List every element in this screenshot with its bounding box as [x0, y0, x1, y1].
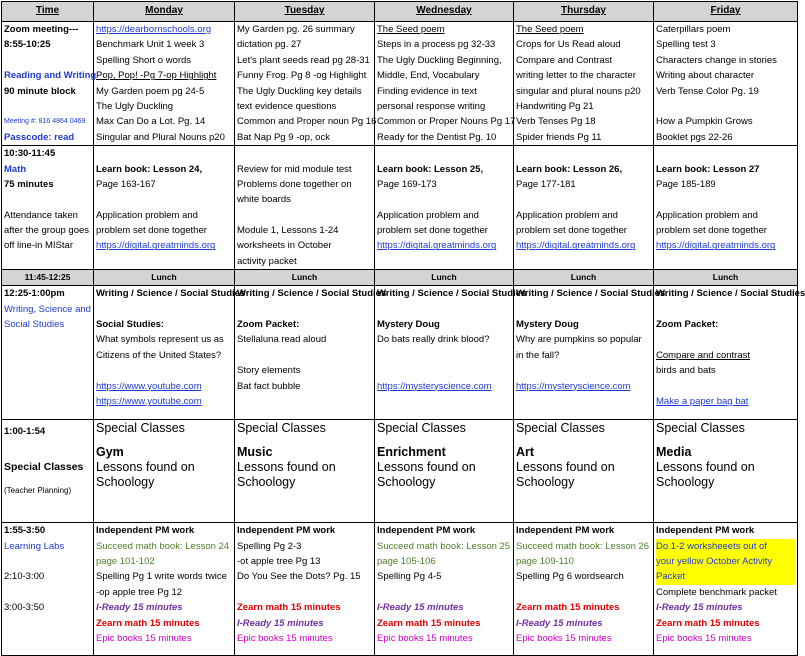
schedule-text-line: Schoology	[96, 475, 155, 490]
lunch-row	[2, 270, 798, 286]
schedule-text-line: Special Classes	[377, 421, 466, 436]
schedule-text-line: Singular and Plural Nouns p20	[96, 131, 225, 143]
schedule-text-line: Citizens of the United States?	[96, 349, 222, 361]
schedule-text-line: How a Pumpkin Grows	[656, 116, 753, 128]
schedule-text-line: Application problem and	[377, 209, 479, 221]
schedule-text-line: Module 1, Lessons 1-24	[237, 225, 339, 237]
schedule-text-line: I-Ready 15 minutes	[516, 617, 603, 629]
dearborn-link[interactable]: https://dearbornschools.org	[96, 24, 212, 35]
schedule-text-line: Writing about character	[656, 70, 755, 82]
schedule-text-line: worksheets in October	[237, 240, 332, 252]
schedule-text-line: Spelling Short o words	[96, 54, 192, 66]
schedule-text-line: Writing / Science / Social Studies	[656, 288, 805, 300]
schedule-text-line: Learn book: Lesson 27	[656, 163, 760, 175]
schedule-text-line: Story elements	[237, 365, 301, 377]
schedule-text-line: Writing / Science / Social Studies	[516, 288, 666, 300]
schedule-text-line: Zearn math 15 minutes	[377, 617, 481, 629]
friday-math-cell	[654, 146, 798, 270]
schedule-text-line: Why are pumpkins so popular	[516, 334, 642, 346]
thursday-special-cell	[514, 420, 654, 523]
schedule-text-line: Succeed math book: Lesson 25	[377, 540, 511, 552]
schedule-text-line: Special Classes	[656, 421, 745, 436]
header-friday: Friday	[654, 2, 798, 22]
schedule-text-line: Stellaluna read aloud	[237, 334, 327, 346]
schedule-text-line: Zoom Packet:	[656, 319, 719, 331]
friday-science-cell	[654, 286, 805, 420]
schedule-text-line: The Seed poem	[377, 24, 445, 35]
math-row	[2, 146, 798, 270]
schedule-text-line: Epic books 15 minutes	[237, 632, 333, 644]
schedule-text-line: Independent PM work	[237, 525, 336, 537]
schedule-text-line: Independent PM work	[377, 525, 476, 537]
science-row	[2, 286, 798, 420]
schedule-text-line: Problems done together on	[237, 178, 352, 190]
passcode: Passcode: read	[4, 131, 75, 143]
schedule-text-line: Do 1-2 worksheeets out of	[656, 540, 767, 552]
youtube-link[interactable]: https://www.youtube.com	[96, 380, 202, 392]
schedule-text-line: Application problem and	[656, 209, 758, 221]
schedule-text-line: Schoology	[516, 475, 575, 490]
schedule-text-line: problem set done together	[96, 225, 207, 237]
schedule-text-line: 12:25-1:00pm	[4, 288, 65, 300]
schedule-text-line: Application problem and	[516, 209, 618, 221]
schedule-text-line: Independent PM work	[96, 525, 195, 537]
schedule-text-line: your yellow October Activity	[656, 556, 773, 568]
schedule-text-line: Epic books 15 minutes	[516, 632, 612, 644]
lunch-wednesday: Lunch	[375, 270, 514, 286]
schedule-text-line: Schoology	[656, 475, 715, 490]
schedule-text-line: page 105-106	[377, 556, 436, 568]
schedule-text-line: Schoology	[237, 475, 296, 490]
schedule-text-line: problem set done together	[516, 225, 627, 237]
time-cell-pm	[2, 523, 94, 656]
header-tuesday: Tuesday	[235, 2, 375, 22]
schedule-text-line: Special Classes	[96, 421, 185, 436]
schedule-text-line: Compare and contrast	[656, 349, 750, 361]
schedule-text-line: Epic books 15 minutes	[656, 632, 752, 644]
schedule-text-line: Independent PM work	[656, 525, 755, 537]
schedule-text-line: Attendance taken	[4, 209, 78, 221]
schedule-text-line: Social Studies:	[96, 319, 165, 331]
paper-bag-bat-link[interactable]: Make a paper bag bat	[656, 395, 749, 407]
schedule-text-line: -ot apple tree Pg 13	[237, 556, 321, 568]
schedule-text-line: Lessons found on	[377, 460, 476, 475]
schedule-text-line: 90 minute block	[4, 85, 76, 97]
weekly-schedule-table	[1, 1, 805, 656]
schedule-text-line: Page 169-173	[377, 178, 437, 190]
schedule-text-line: Handwriting Pg 21	[516, 100, 594, 112]
schedule-text-line: Spelling Pg 6 wordsearch	[516, 571, 624, 583]
schedule-text-line: page 101-102	[96, 556, 155, 568]
schedule-text-line: Pop, Pop! -Pg 7-op Highlight	[96, 70, 217, 82]
greatminds-link[interactable]: https://digital.greatminds.org	[377, 240, 497, 252]
friday-special-cell	[654, 420, 798, 523]
header-row	[2, 2, 798, 22]
schedule-text-line: Special Classes	[516, 421, 605, 436]
schedule-text-line: personal response writing	[377, 100, 486, 112]
schedule-text-line: My Garden pg. 26 summary	[237, 24, 355, 35]
schedule-text-line: Independent PM work	[516, 525, 615, 537]
lunch-friday: Lunch	[654, 270, 798, 286]
schedule-text-line: 1:55-3:50	[4, 525, 46, 537]
monday-special-cell	[94, 420, 235, 523]
schedule-text-line: Gym	[96, 444, 124, 459]
wednesday-special-cell	[375, 420, 514, 523]
header-wednesday: Wednesday	[375, 2, 514, 22]
schedule-text-line: I-Ready 15 minutes	[656, 602, 743, 614]
youtube-link[interactable]: https://www.youtube.com	[96, 395, 202, 407]
tuesday-special-cell	[235, 420, 375, 523]
schedule-text-line: The Ugly Duckling	[96, 100, 174, 112]
schedule-text-line: Lessons found on	[237, 460, 336, 475]
schedule-text-line: Page 177-181	[516, 178, 576, 190]
header-time: Time	[2, 2, 94, 22]
schedule-text-line: Page 163-167	[96, 178, 156, 190]
schedule-text-line: Music	[237, 444, 273, 459]
lunch-tuesday: Lunch	[235, 270, 375, 286]
schedule-text-line: Spider friends Pg 11	[516, 131, 602, 143]
wednesday-science-cell	[375, 286, 527, 420]
schedule-text-line: Succeed math book: Lesson 24	[96, 540, 230, 552]
schedule-text-line: Learning Labs	[4, 540, 65, 552]
schedule-text-line: Epic books 15 minutes	[377, 632, 473, 644]
schedule-text-line: The Seed poem	[516, 24, 584, 35]
schedule-text-line: Media	[656, 444, 692, 459]
schedule-text-line: 2:10-3:00	[4, 571, 45, 583]
schedule-text-line: Spelling Pg 2-3	[237, 540, 302, 552]
schedule-text-line: problem set done together	[377, 225, 488, 237]
friday-reading-cell	[654, 22, 798, 146]
schedule-text-line: Max Can Do a Lot. Pg. 14	[96, 116, 206, 128]
monday-pm-cell	[94, 523, 235, 656]
schedule-text-line: Finding evidence in text	[377, 85, 477, 97]
wednesday-reading-cell	[375, 22, 514, 146]
meeting-number: Meeting #: 816 4864 0469	[4, 118, 86, 126]
schedule-text-line: Math	[4, 163, 27, 175]
schedule-text-line: Middle, End, Vocabulary	[377, 70, 480, 82]
thursday-math-cell	[514, 146, 654, 270]
schedule-text-line: Zearn math 15 minutes	[656, 617, 760, 629]
header-thursday: Thursday	[514, 2, 654, 22]
wednesday-pm-cell	[375, 523, 514, 656]
monday-reading-cell	[94, 22, 235, 146]
lunch-monday: Lunch	[94, 270, 235, 286]
schedule-text-line: Compare and Contrast	[516, 54, 613, 66]
schedule-text-line: Common or Proper Nouns Pg 17	[377, 116, 516, 128]
tuesday-pm-cell	[235, 523, 375, 656]
schedule-text-line: Spelling Pg 1 write words twice	[96, 571, 227, 583]
special-classes-row	[2, 420, 798, 523]
schedule-text-line: activity packet	[237, 255, 297, 267]
schedule-text-line: Application problem and	[96, 209, 198, 221]
schedule-text-line: Writing, Science and	[4, 303, 91, 315]
schedule-text-line: off line-in MIStar	[4, 240, 73, 252]
friday-pm-cell	[654, 523, 798, 656]
schedule-text-line: Bat Nap Pg 9 -op, ock	[237, 131, 330, 143]
schedule-text-line: I-Ready 15 minutes	[377, 602, 464, 614]
wednesday-math-cell	[375, 146, 514, 270]
time-cell-special	[2, 420, 94, 523]
schedule-text-line: page 109-110	[516, 556, 574, 568]
schedule-text-line: Complete benchmark packet	[656, 586, 777, 598]
thursday-reading-cell	[514, 22, 654, 146]
schedule-text-line: Zearn math 15 minutes	[516, 602, 620, 614]
schedule-text-line: white boards	[237, 194, 291, 206]
schedule-text-line: I-Ready 15 minutes	[96, 602, 183, 614]
schedule-text-line: Mystery Doug	[377, 319, 440, 331]
tuesday-science-cell	[235, 286, 387, 420]
pm-work-row	[2, 523, 798, 656]
tuesday-reading-cell	[235, 22, 375, 146]
schedule-text-line: Zearn math 15 minutes	[237, 602, 341, 614]
schedule-text-line: 1:00-1:54	[4, 426, 46, 438]
schedule-text-line: after the group goes	[4, 225, 90, 237]
mysteryscience-link[interactable]: https://mysteryscience.com	[377, 380, 492, 392]
schedule-text-line: Verb Tenses Pg 18	[516, 116, 596, 128]
schedule-text-line: Learn book: Lesson 25,	[377, 163, 484, 175]
schedule-text-line: Benchmark Unit 1 week 3	[96, 39, 205, 51]
schedule-text-line: 10:30-11:45	[4, 148, 56, 160]
schedule-text-line: Lessons found on	[656, 460, 755, 475]
schedule-text-line: What symbols represent us as	[96, 334, 224, 346]
schedule-text-line: Learn book: Lesson 26,	[516, 163, 623, 175]
reading-writing-row	[2, 22, 798, 146]
schedule-text-line: Social Studies	[4, 319, 65, 331]
schedule-text-line: Steps in a process pg 32-33	[377, 39, 496, 51]
header-monday: Monday	[94, 2, 235, 22]
schedule-text-line: Do You See the Dots? Pg. 15	[237, 571, 361, 583]
schedule-text-line: Learn book: Lesson 24,	[96, 163, 203, 175]
schedule-text-line: Page 185-189	[656, 178, 716, 190]
tuesday-math-cell	[235, 146, 375, 270]
schedule-text-line: Bat fact bubble	[237, 380, 301, 392]
mysteryscience-link[interactable]: https://mysteryscience.com	[516, 380, 631, 392]
schedule-text-line: Lessons found on	[516, 460, 615, 475]
schedule-text-line: 3:00-3:50	[4, 602, 45, 614]
schedule-text-line: Succeed math book: Lesson 26	[516, 540, 650, 552]
schedule-text-line: Packet	[656, 571, 686, 583]
schedule-text-line: Writing / Science / Social Studies	[377, 288, 527, 300]
schedule-text-line: Let's plant seeds read pg 28-31	[237, 54, 370, 66]
schedule-text-line: (Teacher Planning)	[4, 486, 72, 496]
schedule-text-line: Zoom Packet:	[237, 319, 300, 331]
schedule-text-line: Caterpillars poem	[656, 24, 731, 35]
schedule-text-line: Art	[516, 444, 535, 459]
schedule-text-line: Spelling Pg 4-5	[377, 571, 442, 583]
schedule-text-line: -op apple tree Pg 12	[96, 586, 183, 598]
time-cell-science	[2, 286, 94, 420]
schedule-text-line: writing letter to the character	[516, 70, 636, 82]
schedule-text-line: Reading and Writing	[4, 70, 97, 82]
schedule-text-line: Verb Tense Color Pg. 19	[656, 85, 759, 97]
thursday-pm-cell	[514, 523, 654, 656]
lunch-thursday: Lunch	[514, 270, 654, 286]
time-cell-reading	[2, 22, 97, 146]
schedule-text-line: Spelling test 3	[656, 39, 716, 51]
schedule-text-line: Writing / Science / Social Studies	[96, 288, 246, 300]
schedule-text-line: 75 minutes	[4, 178, 54, 190]
highlighted-activity-note	[656, 539, 795, 585]
schedule-text-line: I-Ready 15 minutes	[237, 617, 324, 629]
schedule-text-line: Characters change in stories	[656, 54, 777, 66]
schedule-text-line: in the fall?	[516, 349, 560, 361]
schedule-text-line: Mystery Doug	[516, 319, 579, 331]
schedule-text-line: Ready for the Dentist Pg. 10	[377, 131, 497, 143]
schedule-text-line: text evidence questions	[237, 100, 337, 112]
schedule-text-line: Lessons found on	[96, 460, 195, 475]
schedule-text-line: Epic books 15 minutes	[96, 632, 192, 644]
schedule-text-line: Common and Proper noun Pg 16	[237, 116, 377, 128]
schedule-text-line: Booklet pgs 22-26	[656, 131, 733, 143]
schedule-text-line: Writing / Science / Social Studies	[237, 288, 387, 300]
schedule-text-line: My Garden poem pg 24-5	[96, 85, 205, 97]
schedule-text-line: Enrichment	[377, 444, 446, 459]
schedule-text-line: Review for mid module test	[237, 163, 352, 175]
schedule-text-line: birds and bats	[656, 365, 716, 377]
schedule-text-line: dictation pg. 27	[237, 39, 302, 51]
schedule-text-line: problem set done together	[656, 225, 767, 237]
monday-math-cell	[94, 146, 235, 270]
schedule-text-line: Special Classes	[237, 421, 326, 436]
greatminds-link[interactable]: https://digital.greatminds.org	[96, 240, 216, 252]
thursday-science-cell	[514, 286, 666, 420]
lunch-time: 11:45-12:25	[2, 270, 94, 286]
time-cell-math	[2, 146, 94, 270]
schedule-text-line: Zoom meeting---	[4, 24, 79, 35]
schedule-text-line: singular and plural nouns p20	[516, 85, 641, 97]
schedule-text-line: The Ugly Duckling Beginning,	[377, 54, 502, 66]
schedule-text-line: Schoology	[377, 475, 436, 490]
schedule-text-line: Do bats really drink blood?	[377, 334, 490, 346]
schedule-text-line: Crops for Us Read aloud	[516, 39, 621, 51]
schedule-text-line: Zearn math 15 minutes	[96, 617, 200, 629]
schedule-text-line: Special Classes	[4, 460, 84, 473]
schedule-text-line: 8:55-10:25	[4, 39, 51, 51]
greatminds-link[interactable]: https://digital.greatminds.org	[516, 240, 636, 252]
greatminds-link[interactable]: https://digital.greatminds.org	[656, 240, 776, 252]
monday-science-cell	[94, 286, 246, 420]
schedule-text-line: Funny Frog. Pg 8 -og Highlight	[237, 70, 367, 82]
schedule-text-line: The Ugly Duckling key details	[237, 85, 362, 97]
